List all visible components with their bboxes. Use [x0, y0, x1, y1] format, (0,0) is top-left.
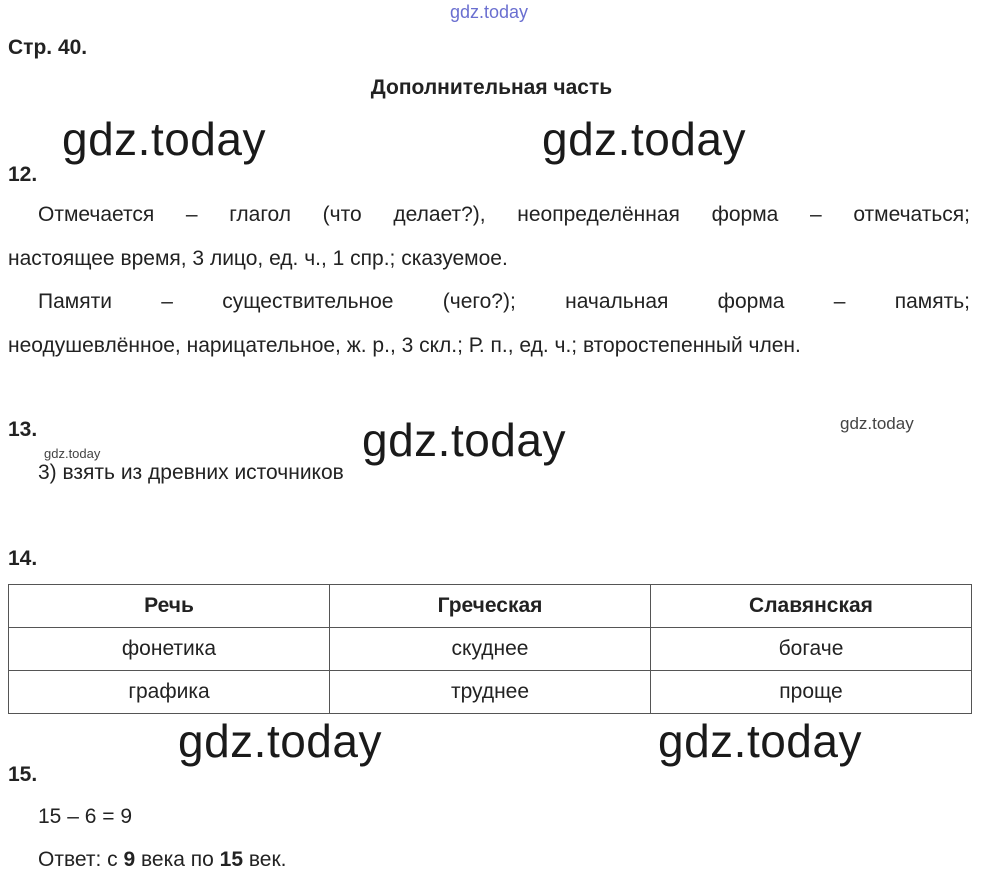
task-12-line-1: Отмечается – глагол (что делает?), неопределённая форма – отмечаться; [38, 203, 970, 226]
answer-middle: века по [135, 848, 220, 871]
table-row [9, 671, 972, 714]
watermark-large: gdz.today [658, 715, 862, 767]
table-header-row [9, 585, 972, 628]
task-13-number: 13. [8, 418, 38, 441]
watermark-large: gdz.today [178, 715, 382, 767]
table-row [9, 628, 972, 671]
answer-to-century: 15 [219, 848, 244, 871]
table-cell: проще [651, 671, 972, 714]
watermark-large: gdz.today [362, 414, 566, 466]
comparison-table [8, 584, 972, 714]
section-title: Дополнительная часть [370, 76, 613, 99]
table-header-cell: Греческая [330, 585, 651, 628]
page-label: Стр. 40. [8, 36, 88, 59]
answer-from-century: 9 [123, 848, 136, 871]
watermark-top: gdz.today [450, 2, 529, 22]
task-12-line-4: неодушевлённое, нарицательное, ж. р., 3 скл.; Р. п., ед. ч.; второстепенный член. [8, 334, 801, 357]
table-header-cell: Славянская [651, 585, 972, 628]
task-12-line-2: настоящее время, 3 лицо, ед. ч., 1 спр.; сказуемое. [8, 247, 508, 270]
watermark-small: gdz.today [840, 414, 914, 433]
table-header-cell: Речь [9, 585, 330, 628]
table-cell: богаче [651, 628, 972, 671]
task-12-line-3: Памяти – существительное (чего?); начальная форма – память; [38, 290, 970, 313]
table-cell: скуднее [330, 628, 651, 671]
task-15-number: 15. [8, 763, 38, 786]
answer-suffix: век. [243, 848, 287, 871]
task-15-answer [38, 848, 286, 872]
watermark-tiny: gdz.today [44, 446, 101, 461]
task-15-equation: 15 – 6 = 9 [38, 805, 132, 828]
task-14-number: 14. [8, 547, 38, 570]
watermark-large: gdz.today [542, 113, 746, 165]
watermark-large: gdz.today [62, 113, 266, 165]
table-cell: графика [9, 671, 330, 714]
answer-prefix: Ответ: с [38, 848, 124, 871]
task-13-answer: 3) взять из древних источников [38, 461, 344, 484]
table-cell: труднее [330, 671, 651, 714]
task-12-number: 12. [8, 163, 38, 186]
table-cell: фонетика [9, 628, 330, 671]
